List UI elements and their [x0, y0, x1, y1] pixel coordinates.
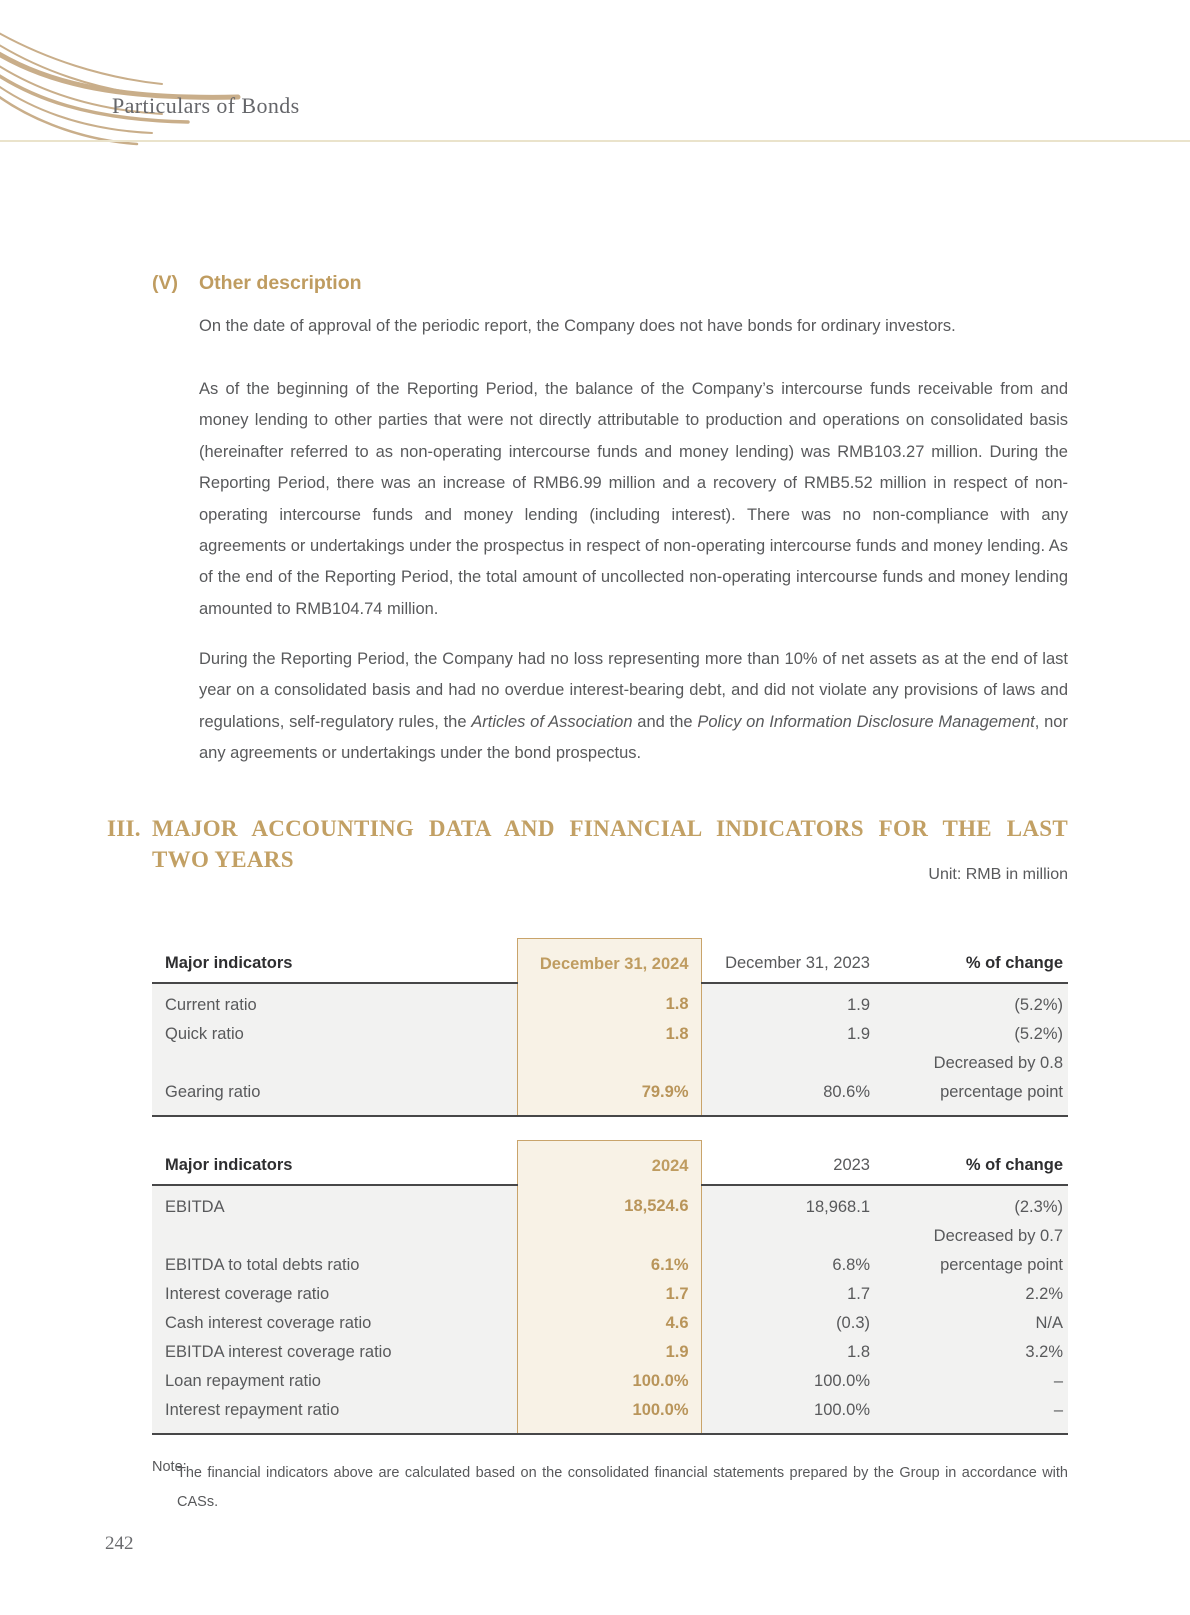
- paragraph-compliance-mid: and the: [632, 712, 698, 731]
- cell-indicator: Interest coverage ratio: [152, 1280, 517, 1309]
- cell-2024-value: 6.1%: [517, 1251, 701, 1280]
- table-row: [152, 1367, 1068, 1396]
- cell-2024-value: 100.0%: [517, 1367, 701, 1396]
- table-row: [152, 1078, 1068, 1116]
- section-iii-number: III.: [107, 816, 141, 841]
- paragraph-compliance-end: , nor any agreements or undertakings under the bond prospectus.: [199, 712, 1068, 763]
- cell-2023-value: [701, 1222, 871, 1251]
- section-v-heading: [152, 272, 1068, 295]
- cell-2024-value: [517, 1222, 701, 1251]
- italic-articles-of-association: Articles of Association: [471, 712, 633, 731]
- table-row: [152, 1280, 1068, 1309]
- cell-change-value: 2.2%: [871, 1280, 1068, 1309]
- cell-change-value: Decreased by 0.7: [871, 1222, 1068, 1251]
- cell-indicator: [152, 1222, 517, 1251]
- table-row: [152, 1309, 1068, 1338]
- table-row: [152, 1185, 1068, 1222]
- decorative-arcs-icon: [0, 26, 252, 156]
- column-header-2024: 2024: [517, 1141, 701, 1185]
- cell-change-value: N/A: [871, 1309, 1068, 1338]
- cell-2024-value: 1.8: [517, 983, 701, 1020]
- table-ebitda-indicators: [152, 1140, 1068, 1435]
- cell-2024-value: [517, 1049, 701, 1078]
- section-iii-title-line2: TWO YEARS: [152, 847, 294, 872]
- cell-indicator: Gearing ratio: [152, 1078, 517, 1116]
- cell-2024-value: 1.8: [517, 1020, 701, 1049]
- paragraph-intercourse-funds: As of the beginning of the Reporting Period, the balance of the Company’s intercourse funds receivable from and money lending to other parties that were not directly attributable to production and operations on consolidated basis (hereinafter referred to as non-operating intercourse funds and money lending) was RMB103.27 million. During the Reporting Period, there was an increase of RMB6.99 million and a recovery of RMB5.52 million in respect of non-operating intercourse funds and money lending (including interest). There was no non-compliance with any agreements or undertakings under the prospectus in respect of non-operating intercourse funds and money lending. As of the end of the Reporting Period, the total amount of uncollected non-operating intercourse funds and money lending amounted to RMB104.74 million.: [199, 380, 1068, 618]
- cell-change-value: Decreased by 0.8: [871, 1049, 1068, 1078]
- cell-indicator: EBITDA to total debts ratio: [152, 1251, 517, 1280]
- table-row: [152, 1338, 1068, 1367]
- table-header-row: [152, 1141, 1068, 1185]
- cell-change-value: percentage point: [871, 1078, 1068, 1116]
- cell-change-value: 3.2%: [871, 1338, 1068, 1367]
- note-label: Note:: [152, 1459, 187, 1475]
- cell-indicator: Quick ratio: [152, 1020, 517, 1049]
- cell-2023-value: 18,968.1: [701, 1185, 871, 1222]
- page-number: 242: [105, 1533, 134, 1554]
- cell-2023-value: [701, 1049, 871, 1078]
- cell-2024-value: 100.0%: [517, 1396, 701, 1434]
- cell-2023-value: 1.7: [701, 1280, 871, 1309]
- cell-2024-value: 1.7: [517, 1280, 701, 1309]
- column-header-2023: 2023: [701, 1141, 871, 1185]
- column-header-pct-change: % of change: [871, 939, 1068, 983]
- paragraph-compliance: [199, 644, 1068, 770]
- cell-2023-value: 1.8: [701, 1338, 871, 1367]
- table-row: [152, 1049, 1068, 1078]
- cell-indicator: Interest repayment ratio: [152, 1396, 517, 1434]
- cell-indicator: [152, 1049, 517, 1078]
- cell-2024-value: 18,524.6: [517, 1185, 701, 1222]
- column-header-pct-change: % of change: [871, 1141, 1068, 1185]
- cell-indicator: EBITDA interest coverage ratio: [152, 1338, 517, 1367]
- column-header-dec-31-2023: December 31, 2023: [701, 939, 871, 983]
- page-header-title: Particulars of Bonds: [112, 93, 300, 118]
- cell-indicator: EBITDA: [152, 1185, 517, 1222]
- note-text: The financial indicators above are calculated based on the consolidated financial statements prepared by the Group in accordance with CASs.: [177, 1465, 1068, 1510]
- table-row: [152, 1222, 1068, 1251]
- cell-indicator: Current ratio: [152, 983, 517, 1020]
- cell-2024-value: 4.6: [517, 1309, 701, 1338]
- section-v-title: Other description: [199, 272, 362, 294]
- cell-change-value: –: [871, 1367, 1068, 1396]
- paragraph-ordinary-investors: On the date of approval of the periodic report, the Company does not have bonds for ordinary investors.: [199, 317, 956, 335]
- table-row: [152, 983, 1068, 1020]
- table-balance-sheet-indicators: [152, 938, 1068, 1117]
- cell-2023-value: 1.9: [701, 983, 871, 1020]
- cell-2023-value: 100.0%: [701, 1396, 871, 1434]
- table-row: [152, 1020, 1068, 1049]
- cell-change-value: –: [871, 1396, 1068, 1434]
- cell-change-value: (5.2%): [871, 1020, 1068, 1049]
- cell-2024-value: 79.9%: [517, 1078, 701, 1116]
- cell-2023-value: 6.8%: [701, 1251, 871, 1280]
- section-v-number: (V): [152, 272, 178, 294]
- cell-change-value: (5.2%): [871, 983, 1068, 1020]
- cell-2023-value: (0.3): [701, 1309, 871, 1338]
- cell-2023-value: 100.0%: [701, 1367, 871, 1396]
- column-header-major-indicators: Major indicators: [152, 1141, 517, 1185]
- cell-change-value: percentage point: [871, 1251, 1068, 1280]
- cell-change-value: (2.3%): [871, 1185, 1068, 1222]
- cell-indicator: Cash interest coverage ratio: [152, 1309, 517, 1338]
- cell-2023-value: 1.9: [701, 1020, 871, 1049]
- column-header-major-indicators: Major indicators: [152, 939, 517, 983]
- italic-policy-information-disclosure: Policy on Information Disclosure Management: [697, 712, 1035, 731]
- cell-indicator: Loan repayment ratio: [152, 1367, 517, 1396]
- column-header-dec-31-2024: December 31, 2024: [517, 939, 701, 983]
- unit-note: Unit: RMB in million: [928, 866, 1068, 883]
- cell-2024-value: 1.9: [517, 1338, 701, 1367]
- cell-2023-value: 80.6%: [701, 1078, 871, 1116]
- table-header-row: [152, 939, 1068, 983]
- paragraph-compliance-text: During the Reporting Period, the Company had no loss representing more than 10% of net assets as at the end of last year on a consolidated basis and had no overdue interest-bearing debt, and did not violate any provisions of laws and regulations, self-regulatory rules, the: [199, 650, 1068, 731]
- header-divider: [0, 140, 1190, 142]
- section-iii-title-line1: MAJOR ACCOUNTING DATA AND FINANCIAL INDICATORS FOR THE LAST: [152, 816, 1068, 841]
- table-row: [152, 1396, 1068, 1434]
- table-row: [152, 1251, 1068, 1280]
